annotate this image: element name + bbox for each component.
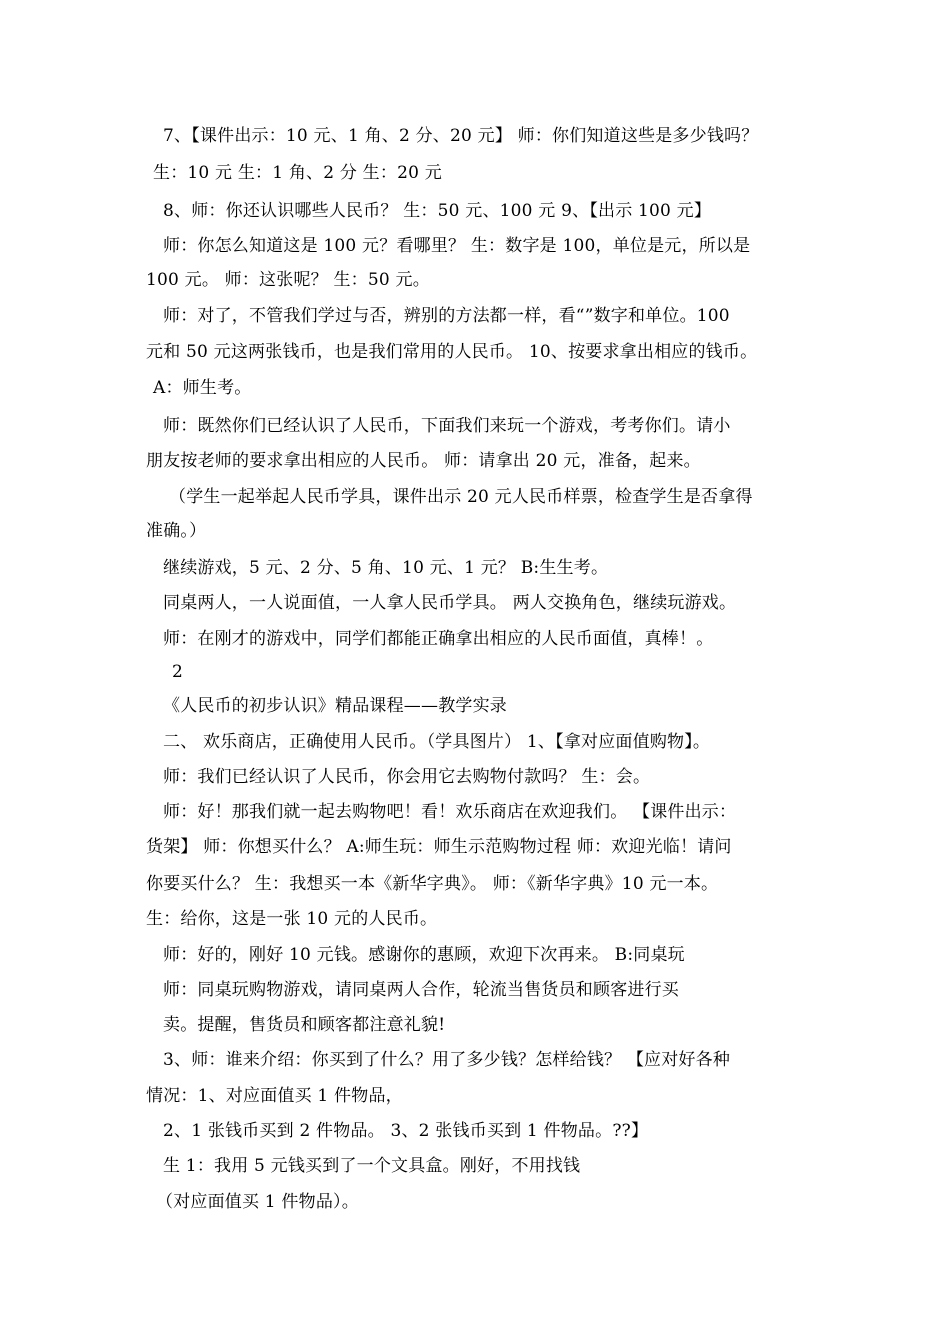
text-line: 生：给你，这是一张 10 元的人民币。 (146, 909, 438, 929)
text-line: 你要买什么？ 生：我想买一本《新华字典》。 师：《新华字典》10 元一本。 (146, 874, 719, 894)
text-line: 同桌两人，一人说面值，一人拿人民币学具。 两人交换角色，继续玩游戏。 (163, 593, 737, 613)
text-line: 8、师：你还认识哪些人民币？ 生：50 元、100 元 9、【出示 100 元】 (163, 201, 712, 221)
text-line: 师：在刚才的游戏中，同学们都能正确拿出相应的人民币面值，真棒！。 (163, 629, 714, 649)
text-line: 师：好！那我们就一起去购物吧！看！欢乐商店在欢迎我们。 【课件出示： (163, 802, 737, 822)
text-line: 生 1：我用 5 元钱买到了一个文具盒。刚好，不用找钱 (163, 1156, 581, 1176)
text-line: 师：既然你们已经认识了人民币，下面我们来玩一个游戏，考考你们。请小 (163, 416, 731, 436)
text-line: 7、【课件出示：10 元、1 角、2 分、20 元】 师：你们知道这些是多少钱吗？ (163, 126, 759, 146)
text-line: 3、师：谁来介绍：你买到了什么？用了多少钱？怎样给钱？ 【应对好各种 (163, 1050, 731, 1070)
text-line: 货架】 师：你想买什么？ A:师生玩：师生示范购物过程 师：欢迎光临！请问 (146, 837, 732, 857)
document-title: 《人民币的初步认识》精品课程——教学实录 (163, 696, 507, 716)
text-line: （对应面值买 1 件物品）。 (156, 1192, 359, 1212)
text-line: 师：对了，不管我们学过与否，辨别的方法都一样，看“”数字和单位。100 (163, 306, 730, 326)
text-line: 2、1 张钱币买到 2 件物品。 3、2 张钱币买到 1 件物品。??】 (163, 1121, 649, 1141)
text-line: 师：好的，刚好 10 元钱。感谢你的惠顾，欢迎下次再来。 B:同桌玩 (163, 945, 685, 965)
text-line: （学生一起举起人民币学具，课件出示 20 元人民币样票，检查学生是否拿得 (169, 487, 753, 507)
text-line: 生：10 元 生：1 角、2 分 生：20 元 (153, 163, 442, 183)
text-line: A：师生考。 (153, 378, 252, 398)
text-line: 师：同桌玩购物游戏，请同桌两人合作，轮流当售货员和顾客进行买 (163, 980, 679, 1000)
text-line: 朋友按老师的要求拿出相应的人民币。 师：请拿出 20 元，准备，起来。 (146, 451, 701, 471)
text-line: 继续游戏，5 元、2 分、5 角、10 元、1 元？ B:生生考。 (163, 558, 609, 578)
text-line: 卖。提醒，售货员和顾客都注意礼貌! (163, 1015, 446, 1035)
text-line: 二、 欢乐商店，正确使用人民币。（学具图片） 1、【拿对应面值购物】。 (163, 732, 711, 752)
text-line: 准确。） (146, 521, 207, 541)
page-number: 2 (172, 662, 184, 682)
text-line: 师：你怎么知道这是 100 元？看哪里？ 生：数字是 100，单位是元，所以是 (163, 236, 751, 256)
text-line: 元和 50 元这两张钱币，也是我们常用的人民币。 10、按要求拿出相应的钱币。 (146, 342, 758, 362)
text-line: 情况：1、对应面值买 1 件物品， (146, 1086, 403, 1106)
text-line: 师：我们已经认识了人民币，你会用它去购物付款吗？ 生：会。 (163, 767, 651, 787)
text-line: 100 元。 师：这张呢？ 生：50 元。 (146, 270, 430, 290)
